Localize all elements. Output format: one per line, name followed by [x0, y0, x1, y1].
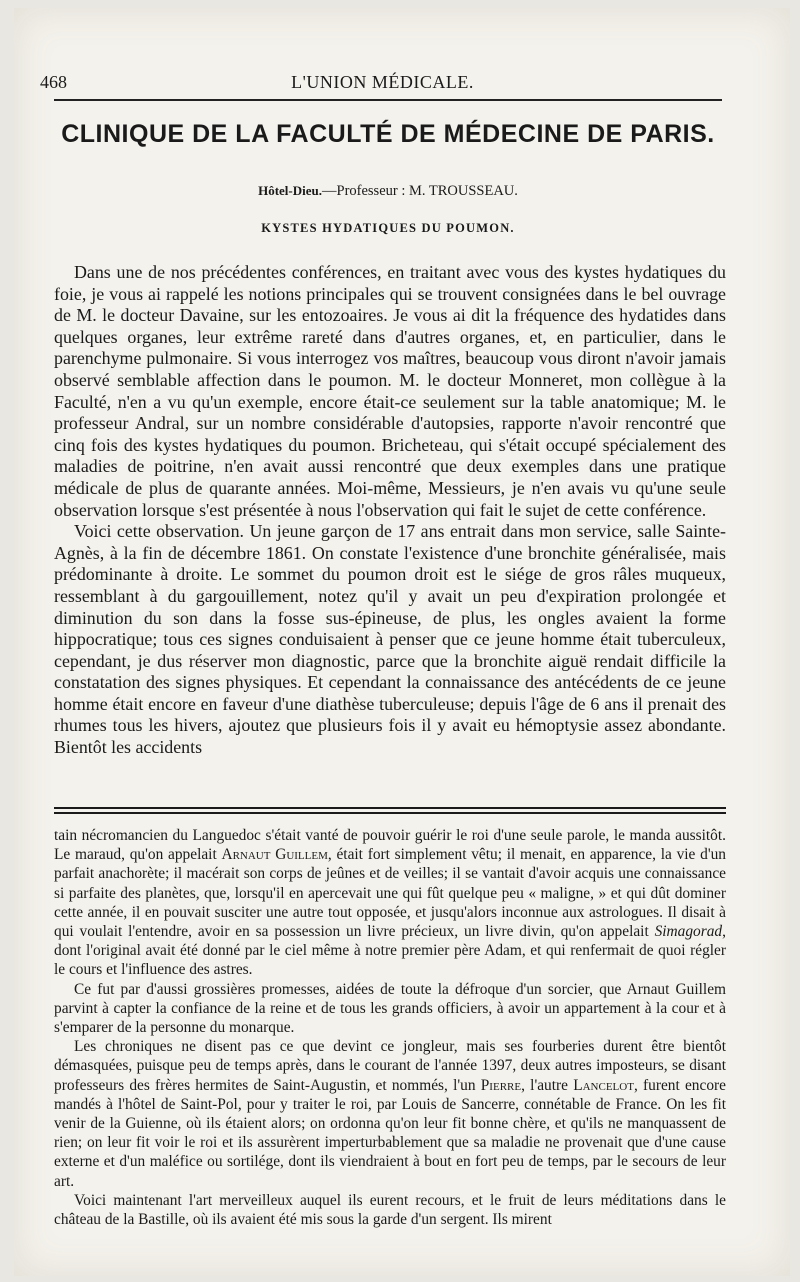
running-header — [40, 66, 725, 96]
person-name: Pierre — [480, 1076, 522, 1094]
body-paragraph: Voici cette observation. Un jeune garçon de 17 ans entrait dans mon service, salle Sainte-Agnès, à la fin de décembre 1861. On constate l'existence d'une bronchite généralisée, mais prédominante à droite. Le sommet du poumon droit est le siége de gros râles muqueux, ressemblant à du gargouillement, notez qu'il y avait un peu d'expiration prolongée et diminution du son dans la fosse sus-épineuse, de plus, les ongles avaient la forme hippocratique; tous ces signes conduisaient à penser que ce jeune homme était tuberculeux, cependant, je dus réserver mon diagnostic, parce que la bronchite aiguë rendait difficile la constatation des signes physiques. Et cependant la connaissance des antécédents de ce jeune homme était encore en faveur d'une diathèse tuberculeuse; depuis l'âge de 6 ans il prenait des rhumes tous les hivers, ajoutez que plusieurs fois il y avait eu hémoptysie assez abondante. Bientôt les accidents — [54, 521, 726, 758]
feuilleton-paragraph: Les chroniques ne disent pas ce que devint ce jongleur, mais ses fourberies durent être bientôt démasquées, puisque peu de temps après, dans le courant de l'année 1397, deux autres imposteurs, se disant professeurs des frères hermites de Saint-Augustin, et nommés, l'un Pierre, l'autre Lancelot, furent encore mandés à l'hôtel de Saint-Pol, pour y traiter le roi, par Louis de Sancerre, connétable de France. On les fit venir de la Guienne, où ils étaient alors; on ordonna qu'on leur fit bonne chère, et qu'ils ne manquassent de rien; on leur fit voir le roi et ils assurèrent imperturbablement que sa maladie ne provenait que d'une cause externe et d'un maléfice ou sortilége, dont ils viendraient à bout en fort peu de temps, par le secours de leur art. — [54, 1038, 726, 1190]
header-rule — [54, 99, 722, 101]
article-subtitle — [54, 183, 722, 200]
feuilleton-paragraph: tain nécromancien du Languedoc s'était vanté de pouvoir guérir le roi d'une seule parole, le manda aussitôt. Le maraud, qu'on appelait Arnaut Guillem, était fort simplement vêtu; il menait, en apparence, la vie d'un parfait anachorète; il macérait son corps de jeûnes et de veilles; il se vantait d'avoir acquis une connaissance si parfaite des planètes, que, lorsqu'il en apercevait une qui fût quelque peu « maligne, » et qui dût dominer cette année, il en pouvait susciter une autre tout opposée, et jusqu'alors inconnue aux astrologues. Il disait à qui voulait l'entendre, avoir en sa possession un livre précieux, un livre divin, qu'on appelait Simagorad, dont l'original avait été donné par le ciel même à notre premier père Adam, et qui renfermait de quoi régler le cours et l'influence des astres. — [54, 827, 726, 979]
subtitle-professor: —Professeur : M. TROUSSEAU. — [322, 183, 518, 199]
page-number: 468 — [40, 72, 67, 92]
article-main-title: CLINIQUE DE LA FACULTÉ DE MÉDECINE DE PARIS. — [61, 120, 715, 148]
article-body — [54, 262, 726, 759]
book-title: Simagorad — [654, 923, 723, 941]
subtitle-hospital: Hôtel-Dieu. — [258, 183, 322, 198]
journal-title: L'UNION MÉDICALE. — [291, 72, 474, 92]
person-name: Lancelot — [573, 1076, 634, 1094]
section-title: KYSTES HYDATIQUES DU POUMON. — [261, 221, 515, 235]
body-paragraph: Dans une de nos précédentes conférences, en traitant avec vous des kystes hydatiques du foie, je vous ai rappelé les notions principales qui se trouvent consignées dans le bel ouvrage de M. le docteur Davaine, sur les entozoaires. Je vous ai dit la fréquence des hydatides dans quelques organes, leur extrême rareté dans d'autres organes, et, en particulier, dans le parenchyme pulmonaire. Si vous interrogez vos maîtres, beaucoup vous diront n'avoir jamais observé semblable affection dans le poumon. M. le docteur Monneret, mon collègue à la Faculté, n'en a vu qu'un exemple, encore était-ce seulement sur la table anatomique; M. le professeur Andral, sur un nombre considérable d'autopsies, rapporte n'avoir rencontré que cinq fois des kystes hydatiques du poumon. Bricheteau, qui s'était occupé spécialement des maladies de poitrine, n'en avait aussi rencontré que deux exemples dans une pratique médicale de plus de quarante années. Moi-même, Messieurs, je n'en avais vu qu'une seule observation lorsque s'est présentée à nous l'observation qui fait le sujet de cette conférence. — [54, 262, 726, 520]
feuilleton-paragraph: Voici maintenant l'art merveilleux auquel ils eurent recours, et le fruit de leurs méditations dans le château de la Bastille, où ils avaient été mis sous la garde d'un sergent. Ils mirent — [54, 1191, 726, 1229]
feuilleton-paragraph: Ce fut par d'aussi grossières promesses, aidées de toute la défroque d'un sorcier, que Arnaut Guillem parvint à capter la confiance de la reine et de tous les grands officiers, à avoir un appartement à la cour et à s'emparer de la personne du monarque. — [54, 980, 726, 1037]
feuilleton-separator-bottom — [54, 812, 726, 814]
feuilleton — [54, 826, 726, 1229]
feuilleton-separator-top — [54, 807, 726, 809]
person-name: Arnaut Guillem — [221, 846, 328, 864]
